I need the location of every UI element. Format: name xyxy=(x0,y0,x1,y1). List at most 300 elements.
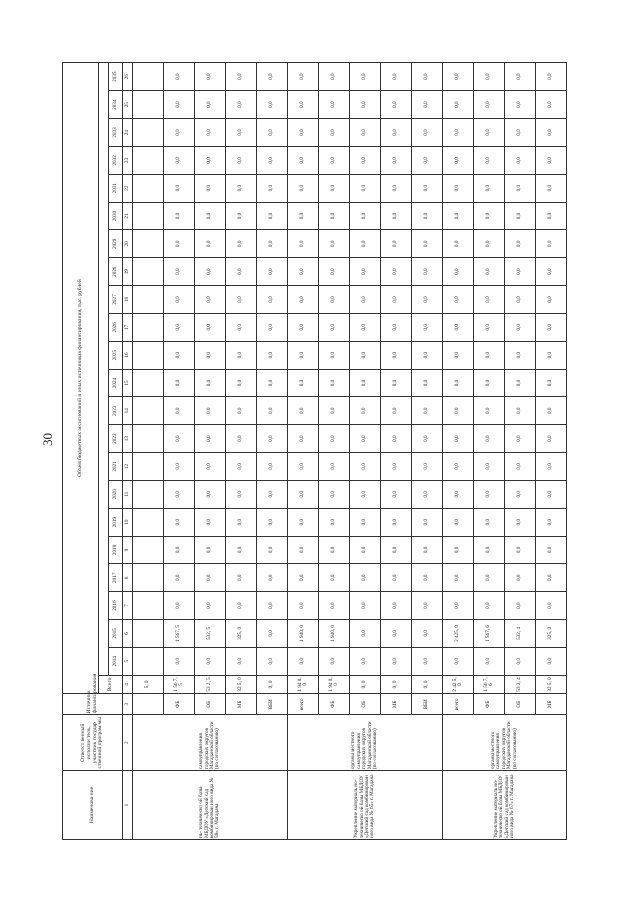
year-value: 2 425, 0 xyxy=(443,620,474,648)
year-value: 0,0 xyxy=(257,369,288,397)
year-header: 2031 xyxy=(109,174,123,202)
year-value: 0,0 xyxy=(226,313,257,341)
year-value xyxy=(133,119,164,147)
year-value: 0,0 xyxy=(288,341,319,369)
program-executor: самоуправления городских округов Магаданской области (по согласованию) xyxy=(133,715,288,771)
year-header: 2027 xyxy=(109,286,123,314)
year-value: 0,0 xyxy=(288,369,319,397)
year-value: 0,0 xyxy=(505,119,536,147)
year-value: 0,0 xyxy=(257,202,288,230)
column-index: 8 xyxy=(123,564,133,592)
year-value: 0,0 xyxy=(443,564,474,592)
year-header: 2026 xyxy=(109,313,123,341)
year-value: 0,0 xyxy=(226,397,257,425)
year-value: 0,0 xyxy=(288,63,319,91)
year-value: 0,0 xyxy=(226,202,257,230)
table-row xyxy=(133,63,164,840)
total-value: 2 42 5, 0 xyxy=(443,675,474,694)
total-value: 1 56 7, 6 xyxy=(474,675,505,694)
year-value: 0,0 xyxy=(288,91,319,119)
year-value: 0,0 xyxy=(412,397,443,425)
year-value: 0,0 xyxy=(505,313,536,341)
year-value: 0,0 xyxy=(412,258,443,286)
year-value: 0,0 xyxy=(164,119,195,147)
year-value: 0,0 xyxy=(505,647,536,675)
total-value: 0, 0 xyxy=(257,675,288,694)
year-value: 0,0 xyxy=(350,286,381,314)
year-value xyxy=(133,564,164,592)
year-value: 0,0 xyxy=(536,230,567,258)
year-value: 0,0 xyxy=(536,564,567,592)
year-value xyxy=(133,63,164,91)
year-header: 2016 xyxy=(109,592,123,620)
year-value: 0,0 xyxy=(164,313,195,341)
year-value: 0,0 xyxy=(350,313,381,341)
year-value xyxy=(133,313,164,341)
year-value: 0,0 xyxy=(319,480,350,508)
year-value: 0,0 xyxy=(257,620,288,648)
year-value: 0,0 xyxy=(381,230,412,258)
column-index: 25 xyxy=(123,91,133,119)
year-value: 0,0 xyxy=(350,620,381,648)
year-value: 0,0 xyxy=(505,369,536,397)
year-value: 0,0 xyxy=(443,174,474,202)
year-header: 2028 xyxy=(109,258,123,286)
year-value xyxy=(133,397,164,425)
year-value: 0,0 xyxy=(412,508,443,536)
year-value: 0,0 xyxy=(319,397,350,425)
year-value: 0,0 xyxy=(319,313,350,341)
year-value: 0,0 xyxy=(505,480,536,508)
rotated-table-wrapper xyxy=(62,62,567,840)
year-value: 0,0 xyxy=(319,564,350,592)
year-value: 0,0 xyxy=(195,313,226,341)
year-value: 0,0 xyxy=(381,202,412,230)
year-value: 0,0 xyxy=(505,91,536,119)
year-value: 0,0 xyxy=(350,369,381,397)
column-index: 12 xyxy=(123,453,133,481)
year-value: 0,0 xyxy=(164,564,195,592)
year-value xyxy=(133,202,164,230)
year-value xyxy=(133,453,164,481)
year-value: 0,0 xyxy=(536,313,567,341)
year-value: 0,0 xyxy=(443,508,474,536)
column-index: 2 xyxy=(123,715,133,771)
year-value: 0,0 xyxy=(319,230,350,258)
year-value: 0,0 xyxy=(257,425,288,453)
year-value: 0,0 xyxy=(257,592,288,620)
year-value xyxy=(133,230,164,258)
year-value: 1 567, 5 xyxy=(164,620,195,648)
year-value: 532, 5 xyxy=(195,620,226,648)
column-index: 22 xyxy=(123,174,133,202)
year-value: 0,0 xyxy=(443,453,474,481)
year-value: 0,0 xyxy=(288,647,319,675)
total-value: 0, 0 xyxy=(381,675,412,694)
year-value: 0,0 xyxy=(474,258,505,286)
year-value: 0,0 xyxy=(226,480,257,508)
year-value: 0,0 xyxy=(226,647,257,675)
year-value: 0,0 xyxy=(412,286,443,314)
table-row xyxy=(443,63,474,840)
year-value: 0,0 xyxy=(474,341,505,369)
year-value: 0,0 xyxy=(443,480,474,508)
year-value: 0,0 xyxy=(474,91,505,119)
total-value: 53 2, 5 xyxy=(195,675,226,694)
year-value: 0,0 xyxy=(474,286,505,314)
year-value: 0,0 xyxy=(505,174,536,202)
year-value: 0,0 xyxy=(288,146,319,174)
year-value: 0,0 xyxy=(288,564,319,592)
year-value: 0,0 xyxy=(350,508,381,536)
year-value: 0,0 xyxy=(195,63,226,91)
year-value: 0,0 xyxy=(350,63,381,91)
year-value: 0,0 xyxy=(412,341,443,369)
total-value: 53 2, 4 xyxy=(505,675,536,694)
year-value: 0,0 xyxy=(288,174,319,202)
year-value: 0,0 xyxy=(474,592,505,620)
year-value: 0,0 xyxy=(505,202,536,230)
year-value: 0,0 xyxy=(288,230,319,258)
year-value: 325, 0 xyxy=(536,620,567,648)
year-value: 0,0 xyxy=(474,63,505,91)
year-header: 2020 xyxy=(109,480,123,508)
year-value: 0,0 xyxy=(319,202,350,230)
year-value xyxy=(133,620,164,648)
year-header: 2014 xyxy=(109,647,123,675)
year-value: 0,0 xyxy=(164,202,195,230)
year-header: 2024 xyxy=(109,369,123,397)
year-value: 0,0 xyxy=(288,592,319,620)
page-number: 30 xyxy=(40,433,55,446)
year-value: 0,0 xyxy=(412,230,443,258)
year-value: 0,0 xyxy=(443,258,474,286)
year-value: 0,0 xyxy=(412,425,443,453)
year-value: 0,0 xyxy=(164,230,195,258)
year-value xyxy=(133,369,164,397)
funding-source: ОБ xyxy=(350,694,381,715)
year-value: 0,0 xyxy=(412,453,443,481)
year-value: 0,0 xyxy=(288,397,319,425)
year-value: 0,0 xyxy=(164,647,195,675)
year-value: 0,0 xyxy=(195,119,226,147)
year-value: 0,0 xyxy=(257,63,288,91)
year-value: 0,0 xyxy=(350,91,381,119)
total-value: 32 5, 0 xyxy=(536,675,567,694)
year-value: 0,0 xyxy=(443,230,474,258)
year-value: 0,0 xyxy=(195,230,226,258)
column-index: 13 xyxy=(123,425,133,453)
year-value: 0,0 xyxy=(536,91,567,119)
year-value: 0,0 xyxy=(257,174,288,202)
funding-source: всего xyxy=(443,694,474,715)
year-value: 0,0 xyxy=(536,286,567,314)
year-header: 2034 xyxy=(109,91,123,119)
year-value: 0,0 xyxy=(319,453,350,481)
year-value: 0,0 xyxy=(164,480,195,508)
column-index: 23 xyxy=(123,146,133,174)
year-value: 0,0 xyxy=(226,91,257,119)
year-value: 0,0 xyxy=(350,119,381,147)
year-value xyxy=(133,341,164,369)
year-value: 0,0 xyxy=(474,425,505,453)
year-value: 0,0 xyxy=(474,202,505,230)
total-value: 0, 0 xyxy=(350,675,381,694)
year-value: 0,0 xyxy=(226,258,257,286)
year-value: 0,0 xyxy=(443,63,474,91)
year-value: 0,0 xyxy=(505,63,536,91)
year-value: 0,0 xyxy=(226,341,257,369)
year-value: 0,0 xyxy=(288,258,319,286)
year-value: 0,0 xyxy=(505,425,536,453)
year-value: 0,0 xyxy=(536,480,567,508)
year-value: 0,0 xyxy=(164,536,195,564)
year-value: 0,0 xyxy=(412,174,443,202)
column-index: 5 xyxy=(123,647,133,675)
year-value: 0,0 xyxy=(288,453,319,481)
year-value: 0,0 xyxy=(195,341,226,369)
year-value: 0,0 xyxy=(288,508,319,536)
column-index: 16 xyxy=(123,341,133,369)
year-header: 2018 xyxy=(109,536,123,564)
year-value: 325, 0 xyxy=(226,620,257,648)
year-value: 0,0 xyxy=(288,286,319,314)
year-value: 0,0 xyxy=(257,91,288,119)
header-funding-title: Объем бюджетных ассигнований и иных источников финансирования, тыс. рублей xyxy=(63,63,99,694)
year-value: 0,0 xyxy=(288,119,319,147)
year-value: 0,0 xyxy=(257,286,288,314)
year-value xyxy=(133,480,164,508)
year-value: 0,0 xyxy=(412,480,443,508)
year-value: 0,0 xyxy=(381,508,412,536)
year-value: 0,0 xyxy=(350,564,381,592)
year-value: 0,0 xyxy=(195,286,226,314)
column-index: 3 xyxy=(123,694,133,715)
funding-source: ФБ xyxy=(164,694,195,715)
year-header: 2030 xyxy=(109,202,123,230)
year-value: 0,0 xyxy=(505,230,536,258)
year-value: 0,0 xyxy=(257,146,288,174)
year-value: 0,0 xyxy=(257,453,288,481)
year-value: 0,0 xyxy=(319,258,350,286)
year-value: 0,0 xyxy=(381,341,412,369)
funding-source: ВБИ xyxy=(257,694,288,715)
year-header: 2022 xyxy=(109,425,123,453)
year-value: 0,0 xyxy=(381,425,412,453)
year-value: 0,0 xyxy=(474,480,505,508)
year-value: 0,0 xyxy=(474,397,505,425)
year-value: 0,0 xyxy=(536,341,567,369)
year-value: 0,0 xyxy=(536,647,567,675)
year-value: 0,0 xyxy=(505,258,536,286)
column-index: 10 xyxy=(123,508,133,536)
year-value: 0,0 xyxy=(474,313,505,341)
year-value: 0,0 xyxy=(412,536,443,564)
year-value: 0,0 xyxy=(536,174,567,202)
year-value: 532, 4 xyxy=(505,620,536,648)
year-value: 0,0 xyxy=(443,341,474,369)
year-header: 2023 xyxy=(109,397,123,425)
year-value: 0,0 xyxy=(319,63,350,91)
year-value: 0,0 xyxy=(257,564,288,592)
funding-source: ФБ xyxy=(474,694,505,715)
year-value: 0,0 xyxy=(195,146,226,174)
year-value: 0,0 xyxy=(474,508,505,536)
year-value: 0,0 xyxy=(164,146,195,174)
year-value: 0,0 xyxy=(474,564,505,592)
year-value: 0,0 xyxy=(505,536,536,564)
total-value: 5, 0 xyxy=(133,675,164,694)
year-value: 0,0 xyxy=(195,536,226,564)
year-value: 0,0 xyxy=(195,369,226,397)
year-value: 0,0 xyxy=(350,480,381,508)
year-value: 0,0 xyxy=(319,425,350,453)
total-value: 32 5, 0 xyxy=(226,675,257,694)
year-value: 0,0 xyxy=(505,397,536,425)
year-value: 0,0 xyxy=(350,230,381,258)
year-value: 0,0 xyxy=(350,592,381,620)
year-value: 0,0 xyxy=(319,174,350,202)
year-value: 0,0 xyxy=(195,592,226,620)
year-value: 0,0 xyxy=(412,202,443,230)
year-value: 0,0 xyxy=(195,397,226,425)
year-header: 2035 xyxy=(109,63,123,91)
year-value: 0,0 xyxy=(226,536,257,564)
column-index: 6 xyxy=(123,620,133,648)
year-header: 2021 xyxy=(109,453,123,481)
year-value: 0,0 xyxy=(443,146,474,174)
program-name: Укрепление материаль но- техническо ой базы МБДОУ «Детский сад комбинирован ного вида № 65» г. Магадана xyxy=(288,771,443,840)
column-index: 21 xyxy=(123,202,133,230)
year-value: 0,0 xyxy=(536,425,567,453)
year-value: 0,0 xyxy=(381,536,412,564)
year-header: 2019 xyxy=(109,508,123,536)
year-value xyxy=(133,425,164,453)
year-value: 0,0 xyxy=(257,313,288,341)
column-index: 1 xyxy=(123,771,133,840)
year-value xyxy=(133,174,164,202)
year-value: 0,0 xyxy=(381,313,412,341)
year-value: 0,0 xyxy=(195,480,226,508)
year-value: 0,0 xyxy=(164,425,195,453)
year-value: 0,0 xyxy=(412,369,443,397)
year-value: 0,0 xyxy=(164,63,195,91)
column-index: 20 xyxy=(123,230,133,258)
year-value: 0,0 xyxy=(164,397,195,425)
year-value: 0,0 xyxy=(164,592,195,620)
year-value: 0,0 xyxy=(195,453,226,481)
total-value: 0, 0 xyxy=(412,675,443,694)
year-value: 0,0 xyxy=(226,230,257,258)
column-index: 17 xyxy=(123,313,133,341)
year-value: 0,0 xyxy=(443,313,474,341)
year-value: 0,0 xyxy=(288,202,319,230)
year-header: 2017 xyxy=(109,564,123,592)
year-value: 0,0 xyxy=(412,313,443,341)
year-value: 1 940, 0 xyxy=(288,620,319,648)
year-value xyxy=(133,647,164,675)
year-value: 0,0 xyxy=(319,508,350,536)
year-value: 0,0 xyxy=(350,397,381,425)
year-value: 0,0 xyxy=(164,341,195,369)
column-index: 7 xyxy=(123,592,133,620)
year-value: 0,0 xyxy=(164,91,195,119)
year-value: 0,0 xyxy=(350,425,381,453)
year-value: 0,0 xyxy=(164,453,195,481)
year-value: 0,0 xyxy=(257,480,288,508)
year-value: 0,0 xyxy=(505,592,536,620)
year-value: 0,0 xyxy=(350,647,381,675)
year-value: 0,0 xyxy=(350,146,381,174)
year-value: 0,0 xyxy=(443,425,474,453)
year-value: 0,0 xyxy=(474,453,505,481)
year-value: 0,0 xyxy=(443,647,474,675)
year-value: 0,0 xyxy=(412,647,443,675)
year-value: 0,0 xyxy=(226,146,257,174)
year-value: 0,0 xyxy=(536,592,567,620)
year-value: 0,0 xyxy=(195,508,226,536)
funding-source: МБ xyxy=(536,694,567,715)
year-value: 0,0 xyxy=(474,536,505,564)
column-index: 19 xyxy=(123,258,133,286)
column-index: 24 xyxy=(123,119,133,147)
year-value: 0,0 xyxy=(381,174,412,202)
funding-source: ФБ xyxy=(319,694,350,715)
program-name: Укрепление материаль но- техническо ой базы МБДОУ «Детский сад комбинирован ного вида № 67» г. Магадана xyxy=(443,771,567,840)
column-index: 4 xyxy=(123,675,133,694)
year-value xyxy=(133,592,164,620)
column-index: 14 xyxy=(123,397,133,425)
year-value: 0,0 xyxy=(381,369,412,397)
column-index: 26 xyxy=(123,63,133,91)
year-value: 0,0 xyxy=(443,397,474,425)
year-value: 0,0 xyxy=(226,174,257,202)
year-value: 0,0 xyxy=(443,536,474,564)
year-value: 0,0 xyxy=(381,453,412,481)
year-header: 2029 xyxy=(109,230,123,258)
total-value: 1 94 0, 0 xyxy=(319,675,350,694)
year-value: 0,0 xyxy=(412,63,443,91)
year-value: 0,0 xyxy=(288,425,319,453)
year-value: 0,0 xyxy=(195,425,226,453)
year-value: 0,0 xyxy=(319,592,350,620)
year-value: 0,0 xyxy=(226,425,257,453)
year-value: 0,0 xyxy=(164,286,195,314)
year-value: 0,0 xyxy=(257,119,288,147)
year-value: 0,0 xyxy=(505,508,536,536)
table-row xyxy=(288,63,319,840)
year-value: 0,0 xyxy=(164,369,195,397)
year-value: 0,0 xyxy=(443,202,474,230)
year-value: 0,0 xyxy=(381,480,412,508)
year-value: 0,0 xyxy=(381,286,412,314)
year-value: 0,0 xyxy=(443,119,474,147)
year-value: 0,0 xyxy=(474,119,505,147)
column-index: 9 xyxy=(123,536,133,564)
funding-source: ОБ xyxy=(505,694,536,715)
year-value: 0,0 xyxy=(381,63,412,91)
year-value: 0,0 xyxy=(536,508,567,536)
year-value: 0,0 xyxy=(257,508,288,536)
year-value: 0,0 xyxy=(505,146,536,174)
year-value: 0,0 xyxy=(536,146,567,174)
year-value: 0,0 xyxy=(536,397,567,425)
year-value: 0,0 xyxy=(381,397,412,425)
year-value: 0,0 xyxy=(350,258,381,286)
year-header: 2033 xyxy=(109,119,123,147)
year-value: 0,0 xyxy=(381,592,412,620)
year-value: 0,0 xyxy=(381,564,412,592)
